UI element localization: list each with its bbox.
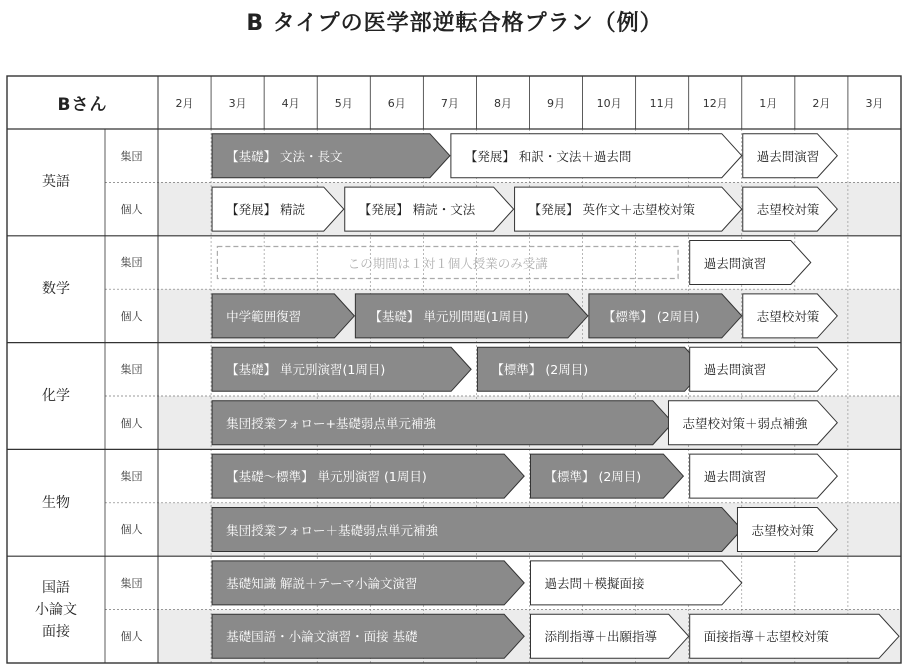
lesson-type-label: 集団 xyxy=(120,149,143,163)
subject-label: 化学 xyxy=(42,387,70,404)
plan-bar-label: 添削指導＋出願指導 xyxy=(544,629,657,645)
lesson-type-label: 個人 xyxy=(120,523,143,537)
plan-bar-label: 【発展】 精読 xyxy=(226,202,306,218)
month-header: 3月 xyxy=(865,96,884,110)
page-title: B タイプの医学部逆転合格プラン（例） xyxy=(246,11,663,36)
subject-label: 数学 xyxy=(42,281,70,298)
plan-bar-label: 過去問演習 xyxy=(703,255,767,271)
lesson-type-label: 個人 xyxy=(120,630,143,644)
month-header: 3月 xyxy=(228,96,247,110)
lesson-type-label: 集団 xyxy=(120,576,143,590)
lesson-type-label: 集団 xyxy=(120,470,143,484)
plan-bar-label: 基礎国語・小論文演習・面接 基礎 xyxy=(226,629,418,645)
plan-bar-label: 【発展】 英作文＋志望校対策 xyxy=(528,202,696,218)
plan-bar-label: 【標準】 (2周目) xyxy=(544,469,642,485)
plan-bar-label: 過去問演習 xyxy=(703,362,767,378)
lesson-type-label: 集団 xyxy=(120,363,143,377)
month-header: 7月 xyxy=(440,96,459,110)
lesson-type-label: 集団 xyxy=(120,256,143,270)
subject-label: 英語 xyxy=(42,174,70,191)
month-header: 10月 xyxy=(596,96,622,110)
plan-bar-label: 基礎知識 解説＋テーマ小論文演習 xyxy=(226,575,418,591)
month-header: 9月 xyxy=(547,96,566,110)
plan-bar-label: 【発展】 和訳・文法＋過去問 xyxy=(464,148,632,164)
plan-bar-label: 過去問＋模擬面接 xyxy=(544,575,645,591)
month-header: 1月 xyxy=(759,96,778,110)
plan-bar-label: 過去問演習 xyxy=(756,148,820,164)
lesson-type-label: 個人 xyxy=(120,416,143,430)
month-header: 2月 xyxy=(175,96,194,110)
plan-bar-label: 中学範囲復習 xyxy=(226,308,302,324)
plan-bar-label: 過去問演習 xyxy=(703,469,767,485)
plan-bar-label: 志望校対策 xyxy=(756,308,820,324)
plan-bar-label: 面接指導＋志望校対策 xyxy=(703,629,829,645)
lesson-type-label: 個人 xyxy=(120,309,143,323)
subject-label: 国語 小論文 面接 xyxy=(35,579,77,640)
plan-bar-label: 【標準】 (2周目) xyxy=(602,308,700,324)
plan-bar-label: 【標準】 (2周目) xyxy=(491,362,589,378)
plan-bar-label: 【基礎〜標準】 単元別演習 (1周目) xyxy=(226,469,427,485)
month-header: 12月 xyxy=(702,96,728,110)
plan-bar-label: 志望校対策＋弱点補強 xyxy=(682,415,808,431)
month-header: 6月 xyxy=(387,96,406,110)
lesson-type-label: 個人 xyxy=(120,203,143,217)
student-name: Bさん xyxy=(57,95,108,115)
plan-bar-label: 志望校対策 xyxy=(756,202,820,218)
month-header: 8月 xyxy=(493,96,512,110)
month-header: 5月 xyxy=(334,96,353,110)
plan-bar-label: 【基礎】 単元別演習(1周目) xyxy=(226,362,386,378)
month-header: 11月 xyxy=(649,96,675,110)
month-header: 2月 xyxy=(812,96,831,110)
plan-bar-label: 集団授業フォロー＋基礎弱点単元補強 xyxy=(226,522,438,538)
plan-bar-label: 集団授業フォロー+基礎弱点単元補強 xyxy=(226,415,436,431)
subject-label: 生物 xyxy=(42,494,70,511)
plan-bar-label: 【基礎】 単元別問題(1周目) xyxy=(369,308,529,324)
plan-bar-label: この期間は１対１個人授業のみ受講 xyxy=(347,255,548,271)
month-header: 4月 xyxy=(281,96,300,110)
plan-bar-label: 志望校対策 xyxy=(751,522,814,538)
plan-bar-label: 【基礎】 文法・長文 xyxy=(226,148,343,164)
plan-bar-label: 【発展】 精読・文法 xyxy=(358,202,476,218)
